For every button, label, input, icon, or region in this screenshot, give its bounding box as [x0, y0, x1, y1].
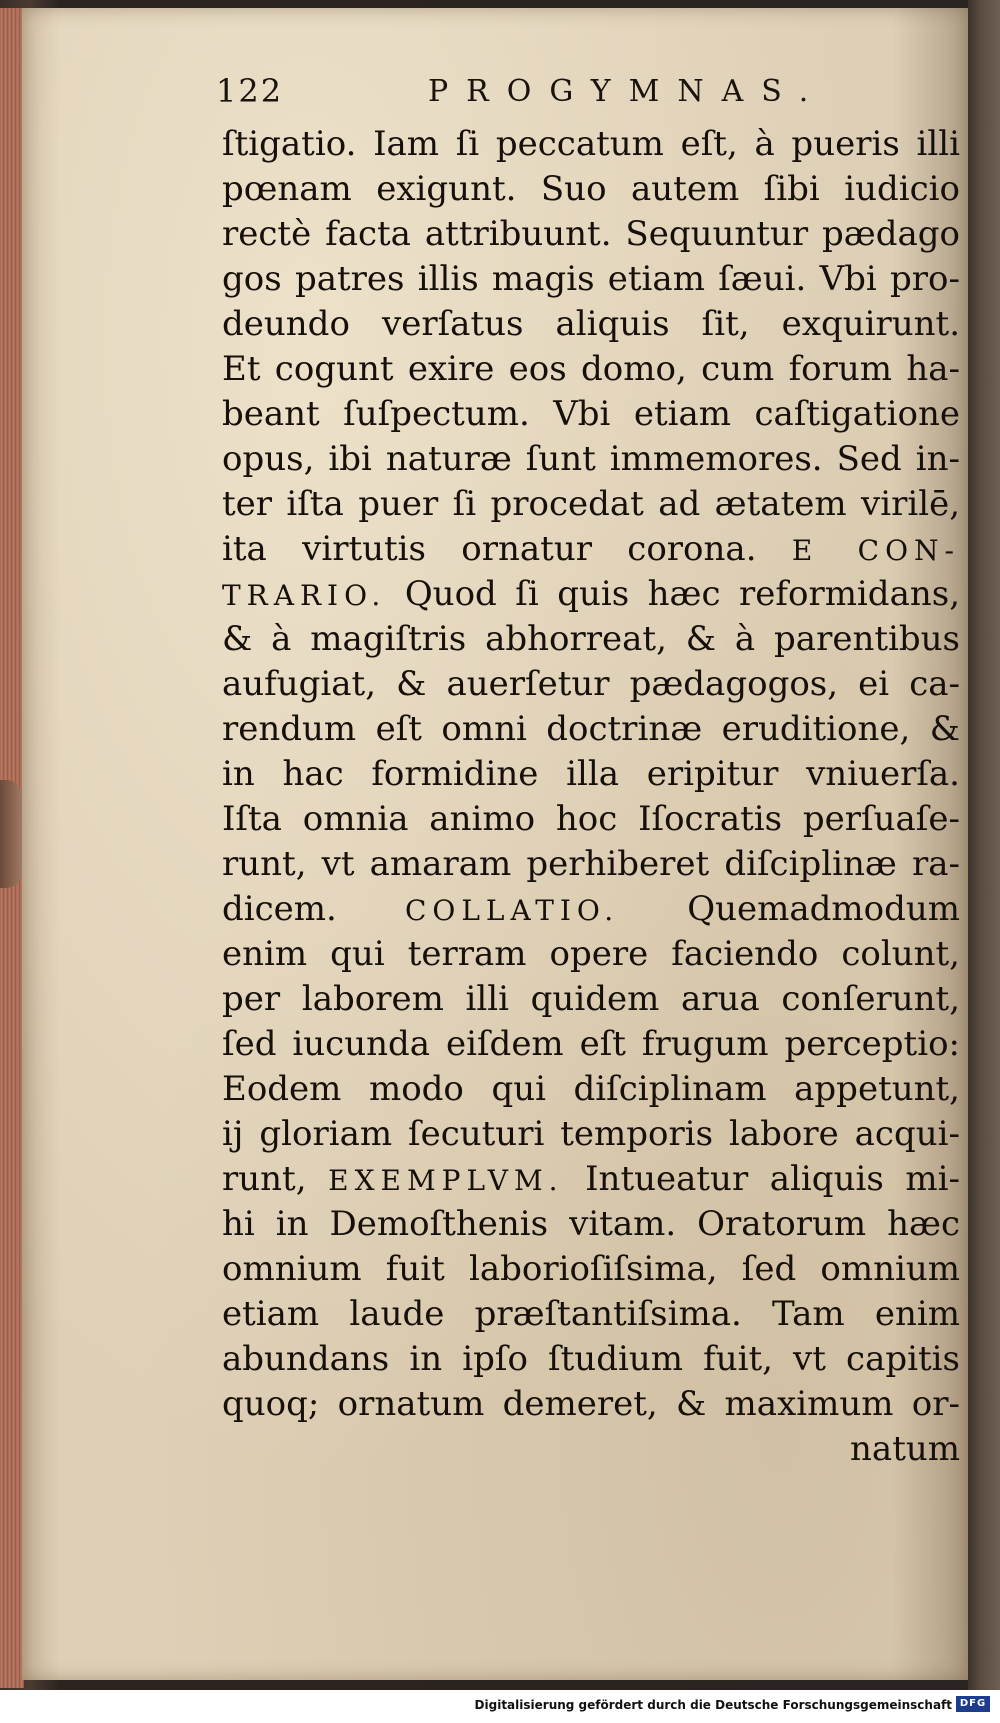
text-line: Iſta omnia animo hoc Iſocratis perſuaſe- [222, 799, 960, 839]
text-line: ij gloriam ſecuturi temporis labore acqui- [222, 1114, 960, 1154]
text-line: omnium fuit laborioſiſsima, ſed omnium [222, 1249, 960, 1289]
text-line: etiam laude præſtantiſsima. Tam enim [222, 1294, 960, 1334]
facing-page-bleed [972, 230, 1000, 1480]
text-line [222, 572, 960, 617]
line-text: ita virtutis ornatur corona. [222, 529, 757, 569]
section-label: EXEMPLVM. [328, 1164, 564, 1197]
catchword: natum [850, 1429, 960, 1469]
text-line: gos patres illis magis etiam ſæui. Vbi pro- [222, 259, 960, 299]
text-line: deundo verſatus aliquis ſit, exquirunt. [222, 304, 960, 344]
body-text [222, 122, 960, 1472]
page-number: 122 [216, 72, 284, 110]
text-line: ſed iucunda eiſdem eſt frugum perceptio: [222, 1024, 960, 1064]
text-line [222, 527, 960, 572]
section-label: TRARIO. [222, 579, 387, 612]
text-line: runt, vt amaram perhiberet diſciplinæ ra- [222, 844, 960, 884]
text-line: aufugiat, & auerſetur pædagogos, ei ca- [222, 664, 960, 704]
section-label: COLLATIO. [404, 894, 620, 927]
text-line [222, 887, 960, 932]
text-line: Eodem modo qui diſciplinam appetunt, [222, 1069, 960, 1109]
text-line: quoq; ornatum demeret, & maximum or- [222, 1384, 960, 1424]
text-line: per laborem illi quidem arua conſerunt, [222, 979, 960, 1019]
text-line: hi in Demoſthenis vitam. Oratorum hæc [222, 1204, 960, 1244]
text-line: ter iſta puer ſi procedat ad ætatem virilē, [222, 484, 960, 524]
text-line: beant ſuſpectum. Vbi etiam caſtigatione [222, 394, 960, 434]
line-text: Intueatur aliquis mi- [585, 1159, 960, 1199]
text-line: in hac formidine illa eripitur vniuerſa. [222, 754, 960, 794]
text-line: enim qui terram opere faciendo colunt, [222, 934, 960, 974]
text-line: opus, ibi naturæ ſunt immemores. Sed in- [222, 439, 960, 479]
line-text: runt, [222, 1159, 307, 1199]
text-line: & à magiſtris abhorreat, & à parentibus [222, 619, 960, 659]
line-text: Quemadmodum [687, 889, 960, 929]
section-label: E CON- [791, 534, 960, 567]
text-line: abundans in ipſo ſtudium fuit, vt capitis [222, 1339, 960, 1379]
dfg-logo: DFG [956, 1696, 990, 1712]
running-title: PROGYMNAS. [428, 74, 827, 109]
binding-clasp [0, 780, 22, 888]
text-line: Et cogunt exire eos domo, cum forum ha- [222, 349, 960, 389]
digitization-credit: Digitalisierung gefördert durch die Deutsche Forschungsgemeinschaft [474, 1698, 952, 1712]
page-header [216, 72, 956, 118]
text-line: pœnam exigunt. Suo autem ſibi iudicio [222, 169, 960, 209]
line-text: Quod ſi quis hæc reformidans, [404, 574, 960, 614]
text-line: rendum eſt omni doctrinæ eruditione, & [222, 709, 960, 749]
line-text: dicem. [222, 889, 337, 929]
text-line: ſtigatio. Iam ſi peccatum eſt, à pueris illi [222, 124, 960, 164]
text-line: rectè facta attribuunt. Sequuntur pædago [222, 214, 960, 254]
text-line [222, 1157, 960, 1202]
